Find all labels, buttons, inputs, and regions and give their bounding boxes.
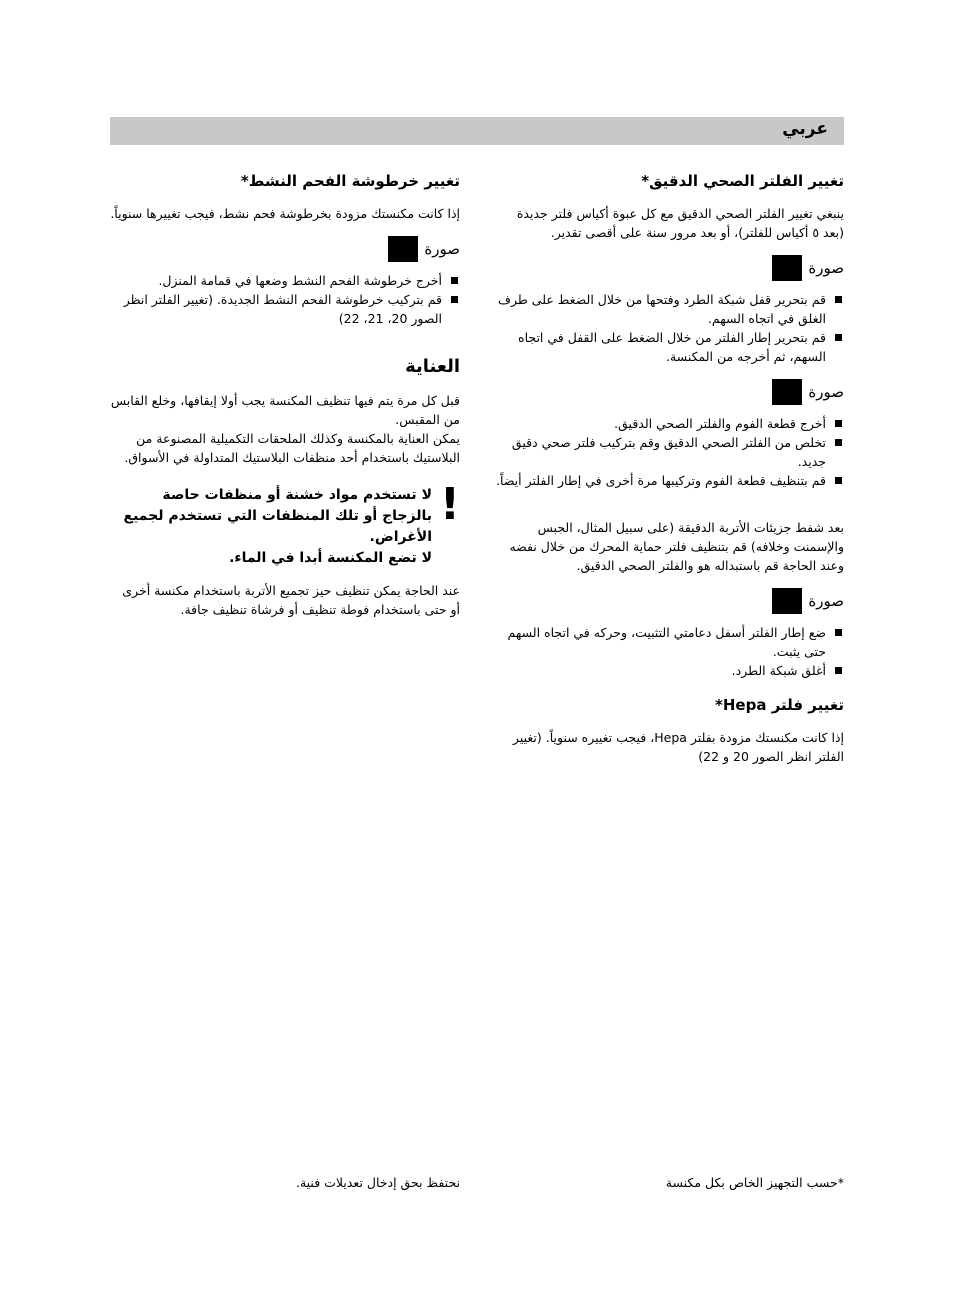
figure-reference bbox=[110, 235, 460, 263]
figure-reference bbox=[496, 587, 844, 615]
list-item: أخرج قطعة الفوم والفلتر الصحي الدقيق. bbox=[496, 414, 844, 433]
figure-number-box bbox=[772, 255, 802, 281]
section-title-hygiene-filter: تغيير الفلتر الصحي الدقيق* bbox=[641, 172, 844, 190]
paragraph: إذا كانت مكنستك مزودة بخرطوشة فحم نشط، فيجب تغييرها سنوياً. bbox=[110, 206, 460, 221]
figure-reference bbox=[496, 254, 844, 282]
figure-label: صورة bbox=[808, 383, 844, 401]
list-item: أغلق شبكة الطرد. bbox=[496, 661, 844, 680]
bullet-list bbox=[496, 414, 844, 490]
paragraph: بعد شفط جزيئات الأتربة الدقيقة (على سبيل المثال، الجبس والإسمنت وخلافه) قم بتنظيف فلتر حماية المحرك من خلال نفضه وعند الحاجة قم باستبداله هو والفلتر الصحي الدقيق. bbox=[509, 520, 844, 573]
bullet-list bbox=[496, 290, 844, 366]
list-item: قم بتنظيف قطعة الفوم وتركيبها مرة أخرى في إطار الفلتر أيضاً. bbox=[496, 471, 844, 490]
paragraph: قبل كل مرة يتم فيها تنظيف المكنسة يجب أولا إيقافها، وخلع القابس من المقبس. bbox=[110, 393, 460, 427]
section-title-care: العناية bbox=[405, 356, 460, 377]
list-item: أخرج خرطوشة الفحم النشط وضعها في قمامة المنزل. bbox=[110, 271, 460, 290]
paragraph: إذا كانت مكنستك مزودة بفلتر Hepa، فيجب تغييره سنوياً. (تغيير الفلتر انظر الصور 20 و 22) bbox=[512, 730, 844, 764]
bullet-list bbox=[496, 623, 844, 680]
figure-reference bbox=[496, 378, 844, 406]
right-column bbox=[496, 170, 844, 766]
list-item: تخلص من الفلتر الصحي الدقيق وقم بتركيب فلتر صحي دقيق جديد. bbox=[496, 433, 844, 471]
bullet-list bbox=[110, 271, 460, 328]
warning-icon: ! bbox=[439, 479, 460, 530]
list-item: قم بتحرير إطار الفلتر من خلال الضغط على القفل في اتجاه السهم، ثم أخرجه من المكنسة. bbox=[496, 328, 844, 366]
figure-label: صورة bbox=[808, 259, 844, 277]
figure-number-box bbox=[772, 379, 802, 405]
section-title-hepa-filter: تغيير فلتر Hepa* bbox=[715, 696, 844, 714]
warning-block bbox=[110, 479, 460, 569]
section-title-carbon-cartridge: تغيير خرطوشة الفحم النشط* bbox=[240, 172, 460, 190]
figure-number-box bbox=[388, 236, 418, 262]
list-item: ضع إطار الفلتر أسفل دعامتي التثبيت، وحركه في اتجاه السهم حتى يثبت. bbox=[496, 623, 844, 661]
list-item: قم بتحرير قفل شبكة الطرد وفتحها من خلال الضغط على طرف الغلق في اتجاه السهم. bbox=[496, 290, 844, 328]
footer-note-left: نحتفظ بحق إدخال تعديلات فنية. bbox=[295, 1175, 460, 1190]
warning-text bbox=[110, 485, 432, 569]
paragraph: عند الحاجة يمكن تنظيف حيز تجميع الأتربة باستخدام مكنسة أخرى أو حتى باستخدام فوطة تنظيف أو فرشاة تنظيف جافة. bbox=[122, 583, 460, 617]
paragraph: ينبغي تغيير الفلتر الصحي الدقيق مع كل عبوة أكياس فلتر جديدة (بعد ٥ أكياس للفلتر)، أو بعد مرور سنة على أقصى تقدير. bbox=[516, 206, 844, 240]
language-label: عربي bbox=[782, 119, 828, 139]
warning-line: لا تضع المكنسة أبدا في الماء. bbox=[229, 550, 432, 566]
language-header-bar bbox=[110, 117, 844, 145]
left-column bbox=[110, 170, 460, 619]
figure-label: صورة bbox=[424, 240, 460, 258]
list-item: قم بتركيب خرطوشة الفحم النشط الجديدة. (تغيير الفلتر انظر الصور 20، 21، 22) bbox=[110, 290, 460, 328]
paragraph: يمكن العناية بالمكنسة وكذلك الملحقات التكميلية المصنوعة من البلاستيك باستخدام أحد منظفات البلاستيك المتداولة في الأسواق. bbox=[124, 431, 460, 465]
figure-label: صورة bbox=[808, 592, 844, 610]
warning-line: لا تستخدم مواد خشنة أو منظفات حاصة بالزجاج أو تلك المنظفات التي تستخدم لجميع الأغراض. bbox=[123, 487, 432, 545]
footer-note-right: *حسب التجهيز الخاص بكل مكنسة bbox=[665, 1175, 844, 1190]
figure-number-box bbox=[772, 588, 802, 614]
